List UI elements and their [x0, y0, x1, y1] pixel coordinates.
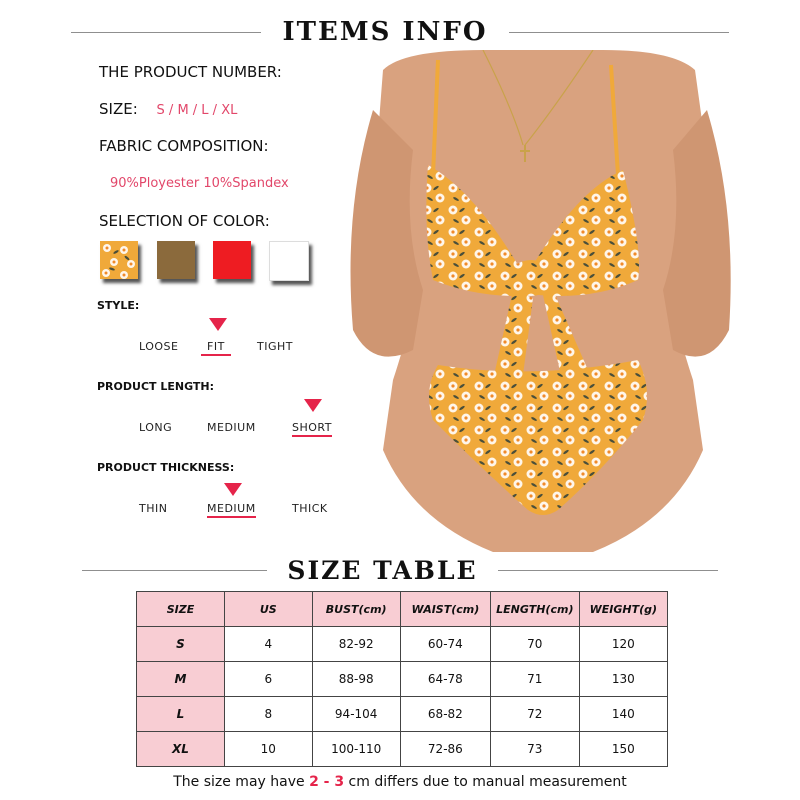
product-photo	[343, 50, 737, 552]
length-indicator-icon	[304, 399, 322, 412]
cell-size: M	[137, 662, 225, 697]
style-label: STYLE:	[97, 299, 140, 312]
cell-us: 10	[224, 732, 312, 767]
table-row	[137, 697, 668, 732]
items-info-header	[0, 14, 800, 50]
cell-waist: 72-86	[400, 732, 490, 767]
cell-us: 4	[224, 627, 312, 662]
note-highlight: 2 - 3	[309, 774, 345, 790]
table-row	[137, 732, 668, 767]
col-header-waist: WAIST(cm)	[400, 592, 490, 627]
floral-pattern-icon	[100, 241, 138, 279]
size-table-title: SIZE TABLE	[287, 555, 478, 585]
size-table-header	[0, 552, 800, 588]
thickness-option-thin: THIN	[139, 502, 168, 515]
style-option-loose: LOOSE	[139, 340, 179, 353]
cell-length: 72	[491, 697, 580, 732]
cell-us: 8	[224, 697, 312, 732]
note-prefix: The size may have	[173, 774, 310, 790]
swatch-brown[interactable]	[157, 241, 195, 279]
col-header-bust: BUST(cm)	[312, 592, 400, 627]
color-label: SELECTION OF COLOR:	[99, 212, 270, 230]
size-table	[136, 591, 668, 767]
note-suffix: cm differs due to manual measurement	[344, 774, 627, 790]
cell-length: 73	[491, 732, 580, 767]
cell-bust: 100-110	[312, 732, 400, 767]
col-header-length: LENGTH(cm)	[491, 592, 580, 627]
swatch-white[interactable]	[269, 241, 309, 281]
cell-length: 71	[491, 662, 580, 697]
cell-waist: 60-74	[400, 627, 490, 662]
cell-waist: 68-82	[400, 697, 490, 732]
size-label: SIZE:	[99, 100, 138, 118]
cell-waist: 64-78	[400, 662, 490, 697]
style-option-fit: FIT	[201, 340, 231, 356]
table-header-row	[137, 592, 668, 627]
swatch-floral[interactable]	[100, 241, 138, 279]
cell-bust: 82-92	[312, 627, 400, 662]
fabric-label: FABRIC COMPOSITION:	[99, 137, 269, 155]
cell-bust: 94-104	[312, 697, 400, 732]
table-row	[137, 662, 668, 697]
length-option-short: SHORT	[292, 421, 332, 437]
cell-weight: 140	[579, 697, 667, 732]
header-rule-left	[71, 32, 261, 33]
thickness-option-medium: MEDIUM	[207, 502, 256, 518]
col-header-weight: WEIGHT(g)	[579, 592, 667, 627]
cell-weight: 130	[579, 662, 667, 697]
cell-size: XL	[137, 732, 225, 767]
product-thickness-label: PRODUCT THICKNESS:	[97, 461, 235, 474]
cell-bust: 88-98	[312, 662, 400, 697]
items-info-title: ITEMS INFO	[282, 17, 488, 47]
cell-length: 70	[491, 627, 580, 662]
thickness-indicator-icon	[224, 483, 242, 496]
cell-weight: 150	[579, 732, 667, 767]
length-option-medium: MEDIUM	[207, 421, 256, 434]
length-option-long: LONG	[139, 421, 173, 434]
header-rule-right	[498, 570, 718, 571]
size-value: S / M / L / XL	[156, 103, 238, 118]
product-length-label: PRODUCT LENGTH:	[97, 380, 215, 393]
cell-weight: 120	[579, 627, 667, 662]
fabric-value: 90%Ployester 10%Spandex	[110, 176, 289, 191]
size-row	[99, 100, 237, 118]
col-header-us: US	[224, 592, 312, 627]
thickness-option-thick: THICK	[292, 502, 328, 515]
cell-size: S	[137, 627, 225, 662]
measurement-note	[0, 774, 800, 790]
table-row	[137, 627, 668, 662]
header-rule-right	[509, 32, 729, 33]
cell-us: 6	[224, 662, 312, 697]
col-header-size: SIZE	[137, 592, 225, 627]
header-rule-left	[82, 570, 267, 571]
style-indicator-icon	[209, 318, 227, 331]
swatch-red[interactable]	[213, 241, 251, 279]
style-option-tight: TIGHT	[257, 340, 293, 353]
product-number-label: THE PRODUCT NUMBER:	[99, 63, 282, 81]
cell-size: L	[137, 697, 225, 732]
